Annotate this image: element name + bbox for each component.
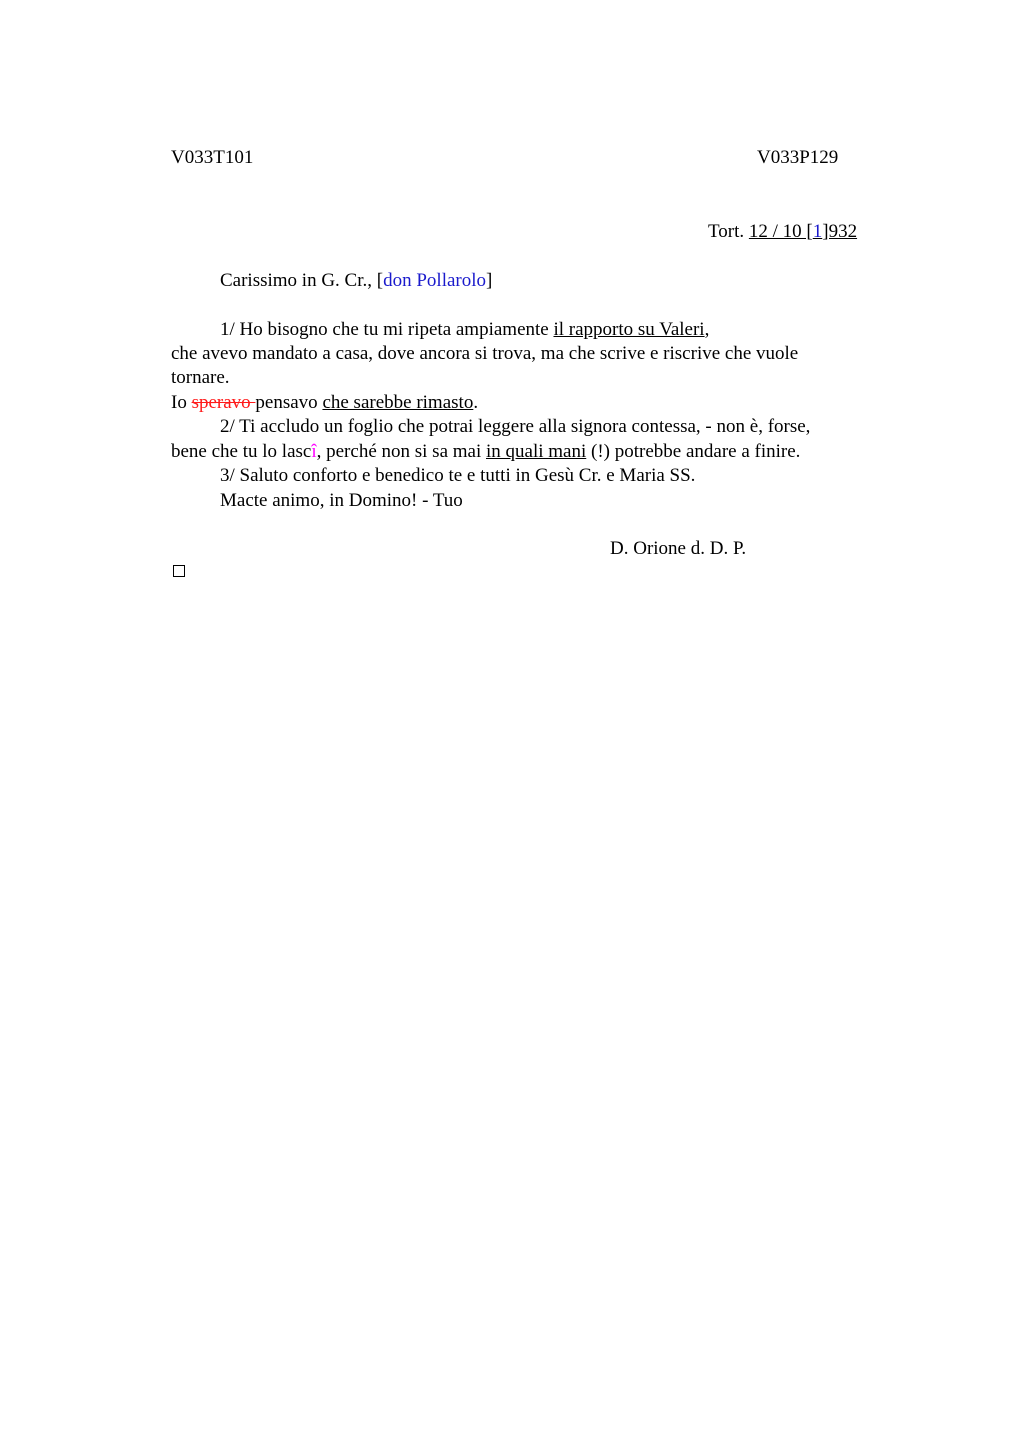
p1-line4-underlined: che sarebbe rimasto bbox=[322, 392, 474, 413]
salutation-close: ] bbox=[486, 270, 493, 291]
date-day-month: 12 / 10 [ bbox=[748, 221, 813, 242]
p2-line2-underlined: in quali mani bbox=[486, 441, 587, 462]
salutation-addressee: don Pollarolo bbox=[383, 270, 487, 291]
date-underlined bbox=[749, 221, 857, 242]
document-code-left: V033T101 bbox=[171, 147, 254, 168]
p1-underlined-text: il rapporto su Valeri bbox=[553, 319, 705, 340]
signature: D. Orione d. D. P. bbox=[610, 538, 747, 559]
date-bracket-digit: 1 bbox=[812, 221, 823, 242]
paragraph-1-line-2: che avevo mandato a casa, dove ancora si trova, ma che scrive e riscrive che vuole bbox=[171, 343, 799, 364]
salutation-text: Carissimo in G. Cr., [ bbox=[220, 270, 384, 291]
date-line bbox=[708, 220, 857, 244]
struck-word: speravo bbox=[191, 392, 256, 413]
highlighted-char: î bbox=[311, 441, 317, 462]
paragraph-2-line-1: 2/ Ti accludo un foglio che potrai leggere alla signora contessa, - non è, forse, bbox=[220, 416, 811, 437]
p2-line2-mid: , perché non si sa mai bbox=[316, 441, 486, 462]
p1-line4-end: . bbox=[473, 392, 479, 413]
paragraph-1-line-3: tornare. bbox=[171, 367, 230, 388]
date-year-rest: ]932 bbox=[822, 221, 858, 242]
p1-line4-start: Io bbox=[171, 392, 192, 413]
salutation bbox=[220, 269, 492, 293]
paragraph-2-line-2 bbox=[171, 440, 800, 464]
p1-end-text: , bbox=[704, 319, 710, 340]
p1-line4-mid: pensavo bbox=[255, 392, 323, 413]
paragraph-1-line-1 bbox=[220, 318, 709, 342]
paragraph-3: 3/ Saluto conforto e benedico te e tutti in Gesù Cr. e Maria SS. bbox=[220, 465, 696, 486]
p1-start-text: 1/ Ho bisogno che tu mi ripeta ampiamente bbox=[220, 319, 554, 340]
paragraph-1-line-4 bbox=[171, 391, 478, 415]
closing-line: Macte animo, in Domino! - Tuo bbox=[220, 490, 463, 511]
date-prefix: Tort. bbox=[708, 221, 749, 242]
page-code-right: V033P129 bbox=[757, 147, 839, 168]
p2-line2-start: bene che tu lo lasc bbox=[171, 441, 312, 462]
p2-line2-end: (!) potrebbe andare a finire. bbox=[586, 441, 801, 462]
checkbox-icon bbox=[173, 565, 185, 577]
